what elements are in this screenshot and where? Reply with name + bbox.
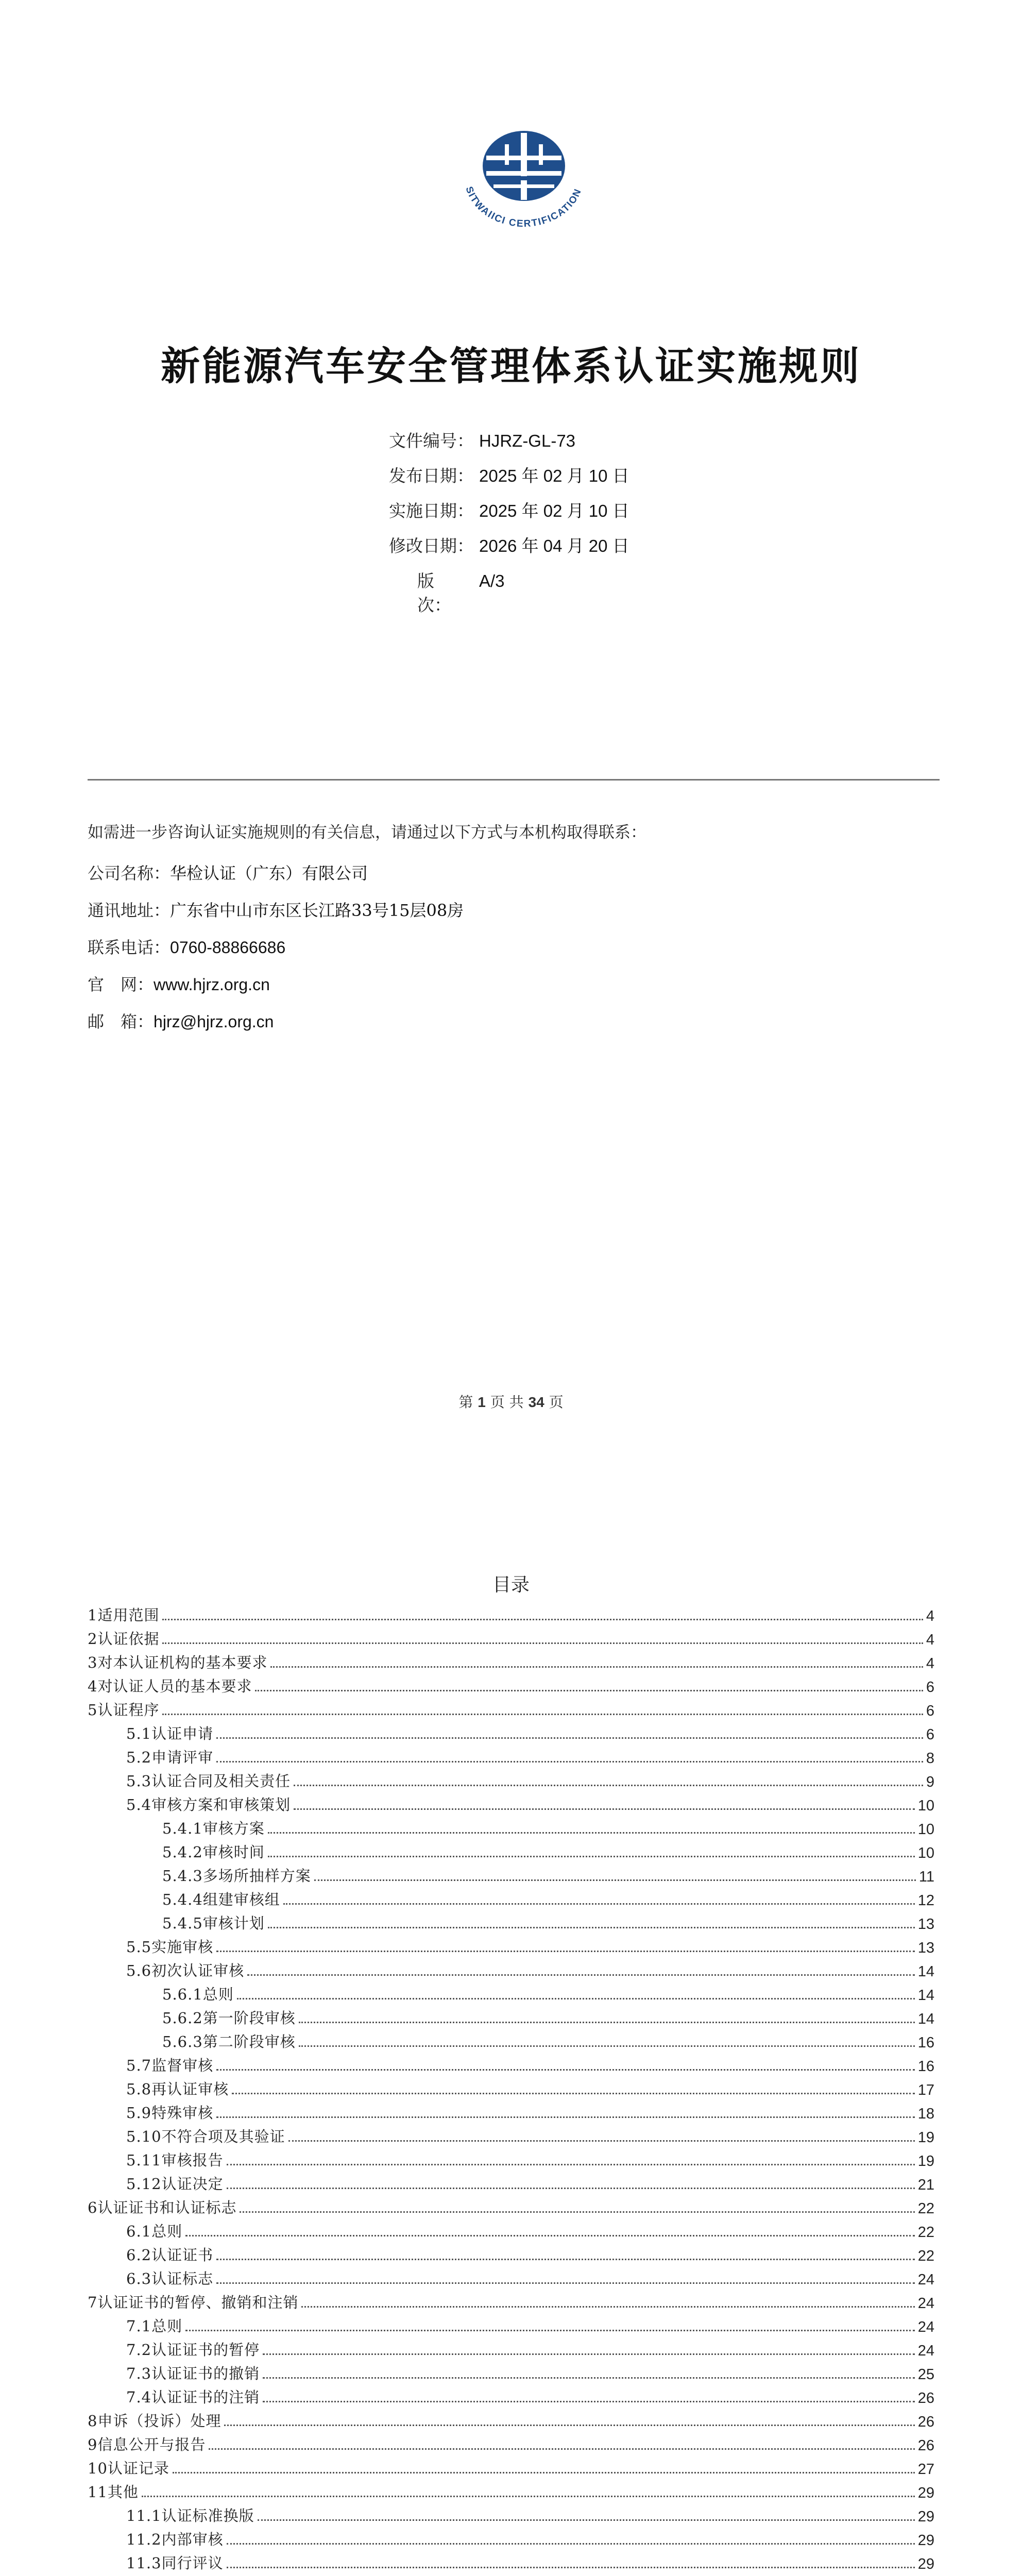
toc-entry-title: 5认证程序	[88, 1701, 160, 1719]
meta-label: 修改日期：	[389, 536, 474, 556]
toc-entry[interactable]	[88, 1767, 934, 1791]
toc-entry[interactable]	[88, 1815, 934, 1838]
toc-entry-title: 6认证证书和认证标志	[88, 2199, 237, 2216]
page-footer	[0, 1391, 1022, 1412]
toc-entry-page: 26	[917, 2414, 934, 2430]
contact-value: 广东省中山市东区长江路33号15层08房	[170, 901, 464, 920]
toc-entry[interactable]	[88, 1696, 934, 1720]
meta-publish-date	[389, 463, 629, 498]
toc-entry[interactable]	[88, 2526, 934, 2549]
toc-entry-title: 9信息公开与报告	[88, 2436, 206, 2453]
toc-entry-page: 29	[917, 2509, 934, 2525]
toc-leader-dots	[294, 1785, 923, 1786]
contact-label: 邮 箱：	[88, 1012, 154, 1031]
toc-leader-dots	[299, 2045, 915, 2047]
toc-entry[interactable]	[88, 2052, 934, 2075]
toc-entry-title: 11.3同行评议	[126, 2554, 224, 2572]
toc-entry[interactable]	[88, 2407, 934, 2431]
toc-leader-dots	[268, 1856, 915, 1857]
toc-entry[interactable]	[88, 2194, 934, 2217]
toc-entry-title: 7.4认证证书的注销	[126, 2388, 260, 2406]
toc-entry-title: 11其他	[88, 2483, 139, 2501]
toc-entry[interactable]	[88, 1862, 934, 1886]
table-of-contents	[88, 1601, 934, 2576]
toc-entry-title: 8申诉（投诉）处理	[88, 2412, 222, 2430]
toc-entry[interactable]	[88, 2478, 934, 2502]
toc-entry-page: 10	[917, 1798, 934, 1814]
toc-entry[interactable]	[88, 2099, 934, 2123]
toc-entry[interactable]	[88, 2336, 934, 2360]
meta-label: 文件编号：	[389, 431, 474, 451]
toc-entry-page: 4	[926, 1655, 934, 1672]
toc-entry[interactable]	[88, 1980, 934, 2004]
toc-entry-page: 9	[926, 1774, 934, 1790]
toc-entry-page: 24	[917, 2319, 934, 2335]
toc-entry-page: 24	[917, 2295, 934, 2312]
toc-leader-dots	[185, 2235, 915, 2236]
toc-leader-dots	[224, 2425, 914, 2426]
contact-company	[88, 860, 464, 897]
toc-entry-page: 6	[926, 1726, 934, 1743]
toc-leader-dots	[288, 2140, 915, 2142]
toc-entry[interactable]	[88, 1933, 934, 1957]
toc-leader-dots	[162, 1714, 923, 1715]
toc-entry[interactable]	[88, 2289, 934, 2312]
page-2	[0, 1446, 1022, 2576]
toc-entry[interactable]	[88, 2549, 934, 2573]
toc-entry-title: 5.6.2第一阶段审核	[162, 2009, 296, 2027]
toc-entry-title: 5.6初次认证审核	[126, 1962, 245, 1979]
toc-entry-page: 24	[917, 2272, 934, 2288]
toc-entry[interactable]	[88, 1838, 934, 1862]
toc-entry-title: 4对认证人员的基本要求	[88, 1677, 252, 1695]
toc-entry-title: 11.2内部审核	[126, 2531, 224, 2548]
toc-entry-title: 7.3认证证书的撤销	[126, 2365, 260, 2382]
toc-entry[interactable]	[88, 1886, 934, 1909]
contact-info	[88, 860, 464, 1046]
toc-entry[interactable]	[88, 1601, 934, 1625]
meta-version	[389, 568, 629, 615]
toc-entry-page: 4	[926, 1632, 934, 1648]
toc-entry-title: 5.1认证申请	[126, 1725, 214, 1742]
toc-entry-title: 10认证记录	[88, 2460, 169, 2477]
toc-entry[interactable]	[88, 2075, 934, 2099]
contact-label: 公司名称：	[88, 863, 171, 883]
toc-leader-dots	[270, 1666, 923, 1668]
toc-entry[interactable]	[88, 1672, 934, 1696]
toc-entry-title: 7.1总则	[126, 2317, 183, 2335]
meta-value: HJRZ-GL-73	[479, 431, 576, 450]
toc-entry-page: 22	[917, 2248, 934, 2264]
toc-entry[interactable]	[88, 2502, 934, 2526]
toc-entry[interactable]	[88, 2383, 934, 2407]
toc-entry-page: 16	[917, 2058, 934, 2075]
toc-leader-dots	[162, 1642, 923, 1644]
toc-entry-title: 5.10不符合项及其验证	[126, 2128, 285, 2145]
toc-entry[interactable]	[88, 2312, 934, 2336]
toc-leader-dots	[216, 1761, 923, 1762]
meta-effective-date	[389, 498, 629, 533]
toc-leader-dots	[283, 1903, 915, 1905]
toc-entry-title: 6.1总则	[126, 2223, 183, 2240]
toc-leader-dots	[216, 2069, 915, 2071]
toc-entry-title: 5.4.4组建审核组	[162, 1891, 280, 1908]
contact-value: 0760-88866686	[170, 938, 286, 957]
toc-entry[interactable]	[88, 1720, 934, 1743]
toc-entry[interactable]	[88, 2217, 934, 2241]
toc-entry-page: 26	[917, 2390, 934, 2406]
meta-value: 2026 年 04 月 20 日	[479, 536, 629, 555]
contact-value: 华检认证（广东）有限公司	[170, 863, 368, 883]
toc-entry-page: 19	[917, 2129, 934, 2146]
contact-label: 联系电话：	[88, 938, 171, 957]
footer-text: 页	[549, 1394, 564, 1411]
toc-leader-dots	[227, 2164, 915, 2165]
toc-leader-dots	[263, 2353, 915, 2355]
toc-entry-page: 27	[917, 2461, 934, 2478]
contact-address	[88, 897, 464, 935]
toc-leader-dots	[216, 1951, 915, 1952]
toc-entry[interactable]	[88, 1743, 934, 1767]
toc-entry[interactable]	[88, 1649, 934, 1672]
meta-value: 2025 年 02 月 10 日	[479, 466, 629, 485]
toc-entry[interactable]	[88, 2573, 934, 2576]
toc-entry-page: 26	[917, 2437, 934, 2454]
meta-label: 版 次：	[417, 571, 451, 615]
toc-entry[interactable]	[88, 2241, 934, 2265]
toc-entry-title: 5.4.1审核方案	[162, 1820, 265, 1837]
toc-entry[interactable]	[88, 2265, 934, 2289]
toc-entry[interactable]	[88, 2123, 934, 2146]
toc-leader-dots	[173, 2472, 915, 2473]
toc-entry-title: 5.4审核方案和审核策划	[126, 1796, 291, 1814]
toc-leader-dots	[142, 2496, 915, 2497]
toc-entry-title: 11.1认证标准换版	[126, 2507, 254, 2524]
toc-leader-dots	[268, 1832, 915, 1834]
toc-leader-dots	[216, 2116, 915, 2118]
toc-leader-dots	[314, 1879, 916, 1881]
toc-leader-dots	[299, 2022, 915, 2023]
toc-entry[interactable]	[88, 2146, 934, 2170]
meta-label: 实施日期：	[389, 501, 474, 521]
svg-text:SITWAIICI CERTIFICATION: SITWAIICI CERTIFICATION	[463, 185, 584, 230]
toc-leader-dots	[268, 1927, 915, 1928]
toc-entry-page: 17	[917, 2082, 934, 2098]
toc-entry-title: 1适用范围	[88, 1606, 160, 1624]
toc-entry-page: 14	[917, 1963, 934, 1980]
toc-leader-dots	[263, 2401, 915, 2402]
toc-entry-title: 5.5实施审核	[126, 1938, 214, 1956]
document-meta	[389, 428, 629, 615]
toc-entry-title: 5.4.5审核计划	[162, 1914, 265, 1932]
toc-entry-title: 5.4.3多场所抽样方案	[162, 1867, 311, 1885]
toc-entry-page: 29	[917, 2532, 934, 2549]
meta-value: A/3	[479, 571, 505, 590]
toc-leader-dots	[255, 1690, 923, 1691]
toc-entry[interactable]	[88, 2170, 934, 2194]
toc-entry-title: 5.6.3第二阶段审核	[162, 2033, 296, 2050]
footer-text: 页 共	[490, 1394, 524, 1411]
toc-entry-title: 5.9特殊审核	[126, 2104, 214, 2122]
toc-leader-dots	[232, 2093, 915, 2094]
toc-entry-title: 2认证依据	[88, 1630, 160, 1648]
toc-entry[interactable]	[88, 2431, 934, 2454]
toc-leader-dots	[263, 2377, 915, 2379]
toc-entry-page: 29	[917, 2485, 934, 2501]
toc-entry[interactable]	[88, 2028, 934, 2052]
toc-entry-title: 5.4.2审核时间	[162, 1843, 265, 1861]
toc-entry-page: 4	[926, 1608, 934, 1624]
toc-leader-dots	[237, 1998, 915, 1999]
toc-leader-dots	[209, 2448, 914, 2450]
contact-label: 通讯地址：	[88, 901, 171, 920]
footer-text: 第	[458, 1394, 473, 1411]
toc-entry[interactable]	[88, 1909, 934, 1933]
toc-entry-page: 11	[918, 1869, 934, 1885]
toc-entry-page: 18	[917, 2106, 934, 2122]
toc-entry-title: 5.2申请评审	[126, 1749, 214, 1766]
contact-intro: 如需进一步咨询认证实施规则的有关信息，请通过以下方式与本机构取得联系：	[88, 823, 646, 842]
website-link[interactable]: www.hjrz.org.cn	[154, 975, 270, 994]
toc-leader-dots	[247, 1974, 915, 1976]
toc-leader-dots	[240, 2211, 914, 2213]
toc-leader-dots	[227, 2188, 915, 2189]
toc-entry-page: 25	[917, 2366, 934, 2383]
toc-leader-dots	[216, 1737, 923, 1739]
toc-entry[interactable]	[88, 1791, 934, 1815]
toc-leader-dots	[162, 1619, 923, 1620]
toc-leader-dots	[227, 2567, 915, 2568]
toc-entry-title: 5.7监督审核	[126, 2057, 214, 2074]
footer-page-total: 34	[528, 1394, 544, 1410]
certification-logo	[449, 129, 599, 232]
toc-entry-title: 6.2认证证书	[126, 2246, 214, 2264]
footer-page-number: 1	[478, 1394, 486, 1410]
toc-entry-page: 29	[917, 2556, 934, 2572]
email-link[interactable]: hjrz@hjrz.org.cn	[154, 1012, 274, 1031]
toc-leader-dots	[301, 2306, 914, 2308]
toc-entry-title: 6.3认证标志	[126, 2270, 214, 2287]
toc-entry[interactable]	[88, 2454, 934, 2478]
toc-entry[interactable]	[88, 1957, 934, 1980]
toc-entry-page: 10	[917, 1845, 934, 1861]
toc-entry-page: 21	[917, 2177, 934, 2193]
toc-entry-title: 5.12认证决定	[126, 2175, 224, 2193]
toc-entry-page: 22	[917, 2200, 934, 2217]
toc-leader-dots	[216, 2282, 915, 2284]
contact-email	[88, 1009, 464, 1046]
toc-entry[interactable]	[88, 2360, 934, 2383]
toc-entry-page: 6	[926, 1703, 934, 1719]
toc-title: 目录	[492, 1574, 530, 1596]
toc-leader-dots	[185, 2330, 915, 2331]
toc-entry-title: 5.8再认证审核	[126, 2080, 229, 2098]
contact-label: 官 网：	[88, 975, 154, 994]
toc-entry-page: 8	[926, 1750, 934, 1767]
toc-entry-title: 5.11审核报告	[126, 2151, 224, 2169]
toc-entry-title: 7认证证书的暂停、撤销和注销	[88, 2294, 299, 2311]
contact-phone	[88, 935, 464, 972]
toc-entry-title: 3对本认证机构的基本要求	[88, 1654, 268, 1671]
toc-leader-dots	[294, 1808, 915, 1810]
meta-file-number	[389, 428, 629, 463]
toc-entry-title: 5.6.1总则	[162, 1986, 234, 2003]
toc-entry-title: 7.2认证证书的暂停	[126, 2341, 260, 2359]
toc-entry-page: 24	[917, 2343, 934, 2359]
toc-entry-title: 5.3认证合同及相关责任	[126, 1772, 291, 1790]
toc-entry[interactable]	[88, 2004, 934, 2028]
toc-leader-dots	[216, 2259, 915, 2260]
toc-entry-page: 13	[917, 1940, 934, 1956]
toc-leader-dots	[258, 2519, 915, 2521]
toc-entry-page: 22	[917, 2224, 934, 2241]
document-title: 新能源汽车安全管理体系认证实施规则	[161, 343, 861, 389]
toc-entry-page: 10	[917, 1821, 934, 1838]
toc-entry-page: 12	[917, 1892, 934, 1909]
toc-entry-page: 6	[926, 1679, 934, 1696]
toc-entry-page: 19	[917, 2153, 934, 2170]
toc-entry-page: 14	[917, 2011, 934, 2027]
meta-label: 发布日期：	[389, 466, 474, 486]
toc-entry-page: 14	[917, 1987, 934, 2004]
toc-entry-page: 13	[917, 1916, 934, 1933]
contact-website	[88, 972, 464, 1009]
meta-revision-date	[389, 533, 629, 568]
toc-entry-page: 16	[917, 2035, 934, 2051]
divider	[88, 779, 940, 781]
meta-value: 2025 年 02 月 10 日	[479, 501, 629, 520]
toc-entry[interactable]	[88, 1625, 934, 1649]
toc-leader-dots	[227, 2543, 915, 2545]
